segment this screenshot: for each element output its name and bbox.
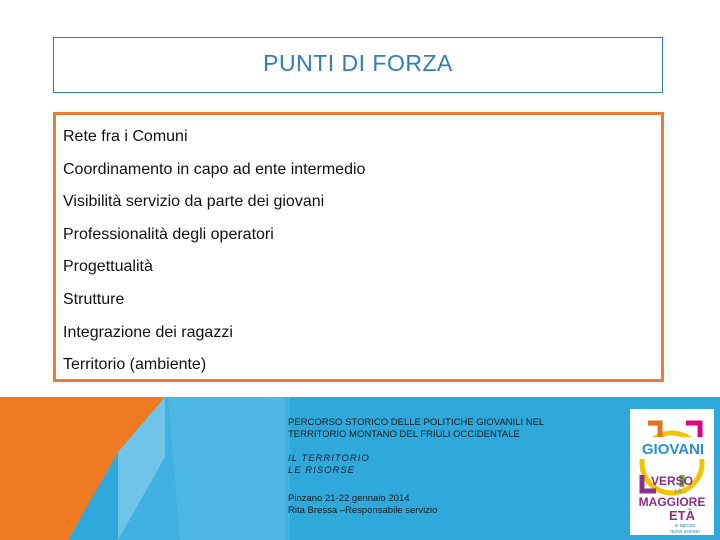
strengths-list [63, 124, 661, 385]
list-item: Visibilità servizio da parte dei giovani [63, 193, 325, 211]
project-line-1: PERCORSO STORICO DELLE POLITICHE GIOVANILI NEL [288, 417, 545, 428]
footer-shade-shape [168, 397, 290, 540]
logo-graphic [630, 409, 714, 535]
logo-word-la: LA [674, 489, 682, 495]
logo-tagline-1: si aprono [674, 523, 696, 529]
list-item: Integrazione dei ragazzi [63, 323, 233, 341]
logo-word-verso: VERSO [650, 474, 694, 488]
topic-line-2: LE RISORSE [288, 465, 356, 476]
event-date: Pinzano 21-22 gennaio 2014 [288, 493, 410, 504]
topic-line-1: IL TERRITORIO [288, 453, 370, 464]
list-item: Professionalità degli operatori [63, 225, 274, 243]
logo-word-eta: ETÀ [669, 508, 695, 523]
logo-word-maggiore: MAGGIORE [638, 495, 706, 509]
title-box [53, 37, 663, 93]
footer-band [0, 397, 720, 540]
logo-tagline-2: nuovi scenari [670, 529, 700, 535]
list-item: Territorio (ambiente) [63, 356, 207, 374]
strengths-box [53, 112, 664, 382]
list-item: Rete fra i Comuni [63, 128, 188, 145]
logo-word-giovani: GIOVANI [641, 441, 705, 458]
list-item: Strutture [63, 290, 125, 308]
slide-title: PUNTI DI FORZA [263, 49, 453, 76]
project-line-2: TERRITORIO MONTANO DEL FRIULI OCCIDENTALE [288, 429, 520, 440]
giovani-logo [630, 409, 714, 535]
footer-text [288, 417, 618, 517]
list-item: Coordinamento in capo ad ente intermedio [63, 160, 366, 178]
list-item: Progettualità [63, 258, 153, 276]
speaker-line: Rita Bressa –Responsabile servizio [288, 505, 438, 516]
